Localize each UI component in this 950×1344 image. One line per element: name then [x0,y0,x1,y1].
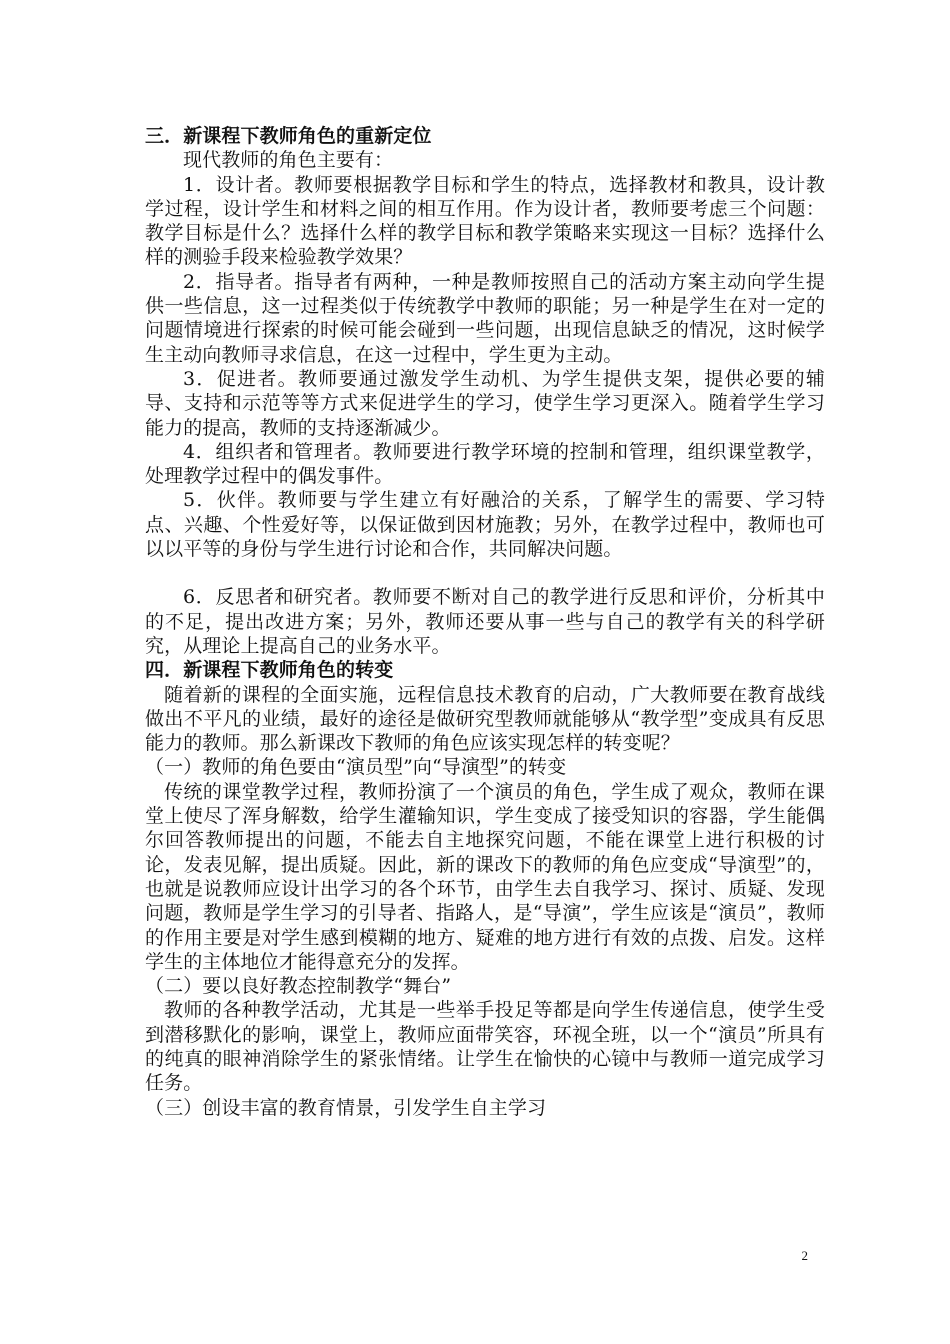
subsection-2-text: 教师的各种教学活动，尤其是一些举手投足等都是向学生传递信息，使学生受到潜移默化的影响，课堂上，教师应面带笑容，环视全班，以一个“演员”所具有的纯真的眼神消除学生的紧张情绪。让学生在愉快的心镜中与教师一道完成学习任务。 [145,999,825,1095]
role-item-partner: 5．伙伴。教师要与学生建立有好融洽的关系，了解学生的需要、学习特点、兴趣、个性爱好等，以保证做到因材施教；另外，在教学过程中，教师也可以以平等的身份与学生进行讨论和合作，共同解决问题。 [145,489,825,561]
subsection-1-title: （一）教师的角色要由“演员型”向“导演型”的转变 [145,756,567,779]
role-item-facilitator: 3．促进者。教师要通过激发学生动机、为学生提供支架，提供必要的辅导、支持和示范等等方式来促进学生的学习，使学生学习更深入。随着学生学习能力的提高，教师的支持逐渐减少。 [145,367,825,439]
role-item-researcher: 6．反思者和研究者。教师要不断对自己的教学进行反思和评价，分析其中的不足，提出改进方案；另外，教师还要从事一些与自己的教学有关的科学研究，从理论上提高自己的业务水平。 [145,586,825,657]
section-3-heading: 三．新课程下教师角色的重新定位 [145,125,432,147]
page-body [145,124,825,1120]
role-item-guide: 2．指导者。指导者有两种，一种是教师按照自己的活动方案主动向学生提供一些信息，这一过程类似于传统教学中教师的职能；另一种是学生在对一定的问题情境进行探索的时候可能会碰到一些问题，出现信息缺乏的情况，这时候学生主动向教师寻求信息，在这一过程中，学生更为主动。 [145,270,825,366]
role-item-designer: 1．设计者。教师要根据教学目标和学生的特点，选择教材和教具，设计教学过程，设计学生和材料之间的相互作用。作为设计者，教师要考虑三个问题：教学目标是什么？选择什么样的教学目标和教学策略来实现这一目标？选择什么样的测验手段来检验教学效果？ [145,173,825,269]
section-3-intro: 现代教师的角色主要有： [183,149,394,172]
subsection-3-title: （三）创设丰富的教育情景，引发学生自主学习 [145,1096,547,1119]
subsection-1-text: 传统的课堂教学过程，教师扮演了一个演员的角色，学生成了观众，教师在课堂上使尽了浑身解数，给学生灌输知识，学生变成了接受知识的容器，学生能偶尔回答教师提出的问题，不能去自主地探究问题，不能在课堂上进行积极的讨论，发表见解，提出质疑。因此，新的课改下的教师的角色应变成“导演型”的，也就是说教师应设计出学习的各个环节，由学生去自我学习、探讨、质疑、发现问题，教师是学生学习的引导者、指路人，是“导演”，学生应该是“演员”，教师的作用主要是对学生感到模糊的地方、疑难的地方进行有效的点拨、启发。这样学生的主体地位才能得意充分的发挥。 [145,780,825,973]
paragraph-gap [145,561,825,585]
section-4-intro: 随着新的课程的全面实施，远程信息技术教育的启动，广大教师要在教育战线做出不平凡的业绩，最好的途径是做研究型教师就能够从“教学型”变成具有反思能力的教师。那么新课改下教师的角色应该实现怎样的转变呢？ [145,683,825,755]
role-item-organizer: 4．组织者和管理者。教师要进行教学环境的控制和管理，组织课堂教学，处理教学过程中的偶发事件。 [145,440,825,488]
page-number: 2 [801,1248,808,1263]
section-4-heading: 四．新课程下教师角色的转变 [145,659,394,682]
subsection-2-title: （二）要以良好教态控制教学“舞台” [145,975,452,998]
